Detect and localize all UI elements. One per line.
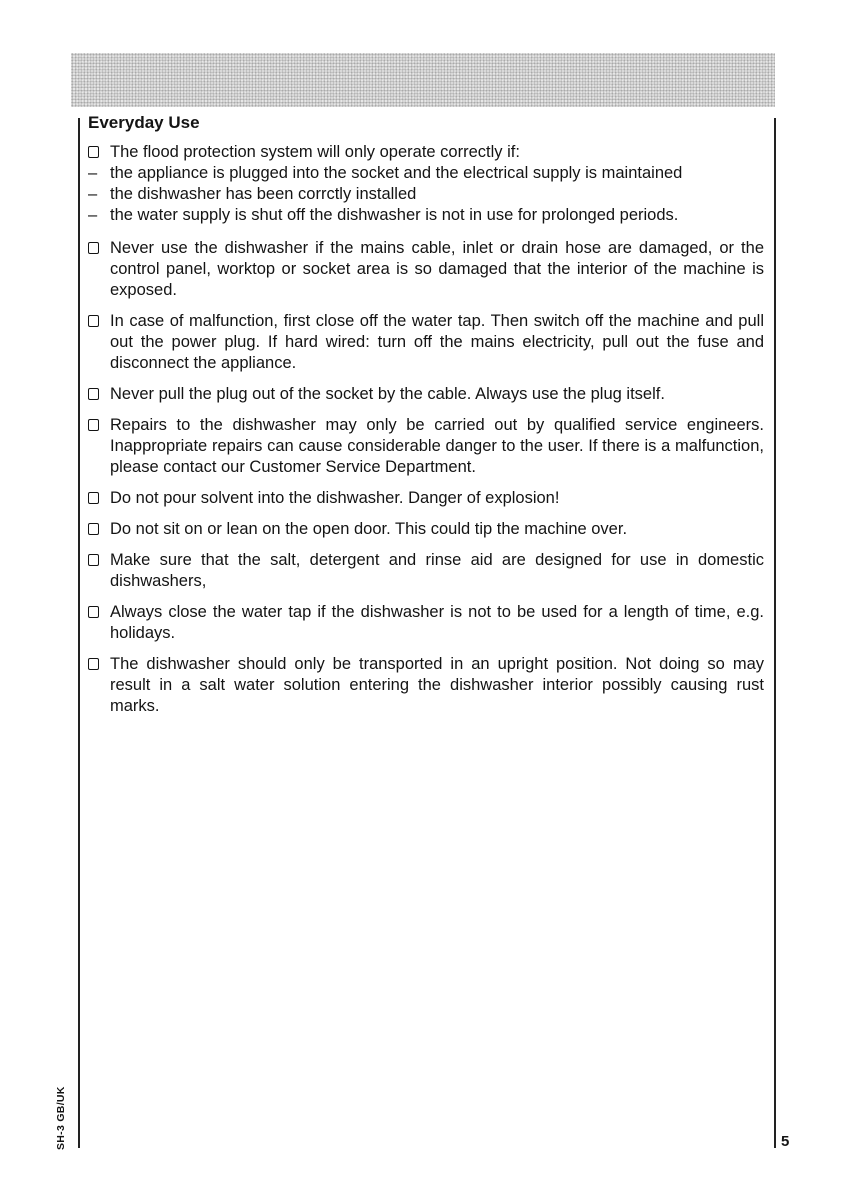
list-item [88,602,764,644]
right-margin-rule [774,118,776,1148]
list-item [88,488,764,509]
dash-bullet: – [88,185,98,203]
sub-list-item [88,184,764,205]
left-margin-rule [78,118,80,1148]
checkbox-bullet-icon [88,146,99,158]
list-item [88,550,764,592]
checkbox-bullet-icon [88,315,99,327]
page-number: 5 [781,1133,790,1150]
checkbox-bullet-icon [88,419,99,431]
list-item-text: Do not sit on or lean on the open door. This could tip the machine over. [110,520,628,538]
dash-bullet: – [88,206,98,224]
list-item-text: Do not pour solvent into the dishwasher. Danger of explosion! [110,489,560,507]
checkbox-bullet-icon [88,658,99,670]
list-item [88,519,764,540]
sub-list [88,163,764,226]
list-item-text: Repairs to the dishwasher may only be carried out by qualified service engineers. Inappropriate repairs can cause considerable danger to the user. If there is a malfunction, please contact our Customer Service Department. [110,416,764,476]
list-item-text: Never use the dishwasher if the mains cable, inlet or drain hose are damaged, or the control panel, worktop or socket area is so damaged that the interior of the machine is exposed. [110,239,764,299]
list-item [88,384,764,405]
sub-list-item-text: the water supply is shut off the dishwasher is not in use for prolonged periods. [110,206,679,224]
checkbox-bullet-icon [88,242,99,254]
sub-list-item-text: the appliance is plugged into the socket and the electrical supply is maintained [110,164,683,182]
checkbox-bullet-icon [88,554,99,566]
list-item-text: The flood protection system will only operate correctly if: [110,143,520,161]
list-item-text: Never pull the plug out of the socket by the cable. Always use the plug itself. [110,385,665,403]
list-item-text: The dishwasher should only be transported in an upright position. Not doing so may result in a salt water solution entering the dishwasher interior possibly causing rust marks. [110,655,764,715]
list-item [88,654,764,717]
document-code-label: SH-3 GB/UK [55,1086,67,1150]
header-band [71,53,775,107]
list-item-text: In case of malfunction, first close off the water tap. Then switch off the machine and pull out the power plug. If hard wired: turn off the mains electricity, pull out the fuse and disconnect the appliance. [110,312,764,372]
list-item-text: Always close the water tap if the dishwasher is not to be used for a length of time, e.g. holidays. [110,603,764,642]
section-title: Everyday Use [88,113,200,132]
list-item [88,238,764,301]
list-item-text: Make sure that the salt, detergent and rinse aid are designed for use in domestic dishwashers, [110,551,764,590]
list-item [88,142,764,226]
checkbox-bullet-icon [88,606,99,618]
page-content [88,112,764,727]
checkbox-bullet-icon [88,523,99,535]
list-item [88,415,764,478]
sub-list-item [88,205,764,226]
checkbox-bullet-icon [88,492,99,504]
checkbox-bullet-icon [88,388,99,400]
list-item [88,311,764,374]
dash-bullet: – [88,164,98,182]
sub-list-item-text: the dishwasher has been corrctly installed [110,185,417,203]
sub-list-item [88,163,764,184]
